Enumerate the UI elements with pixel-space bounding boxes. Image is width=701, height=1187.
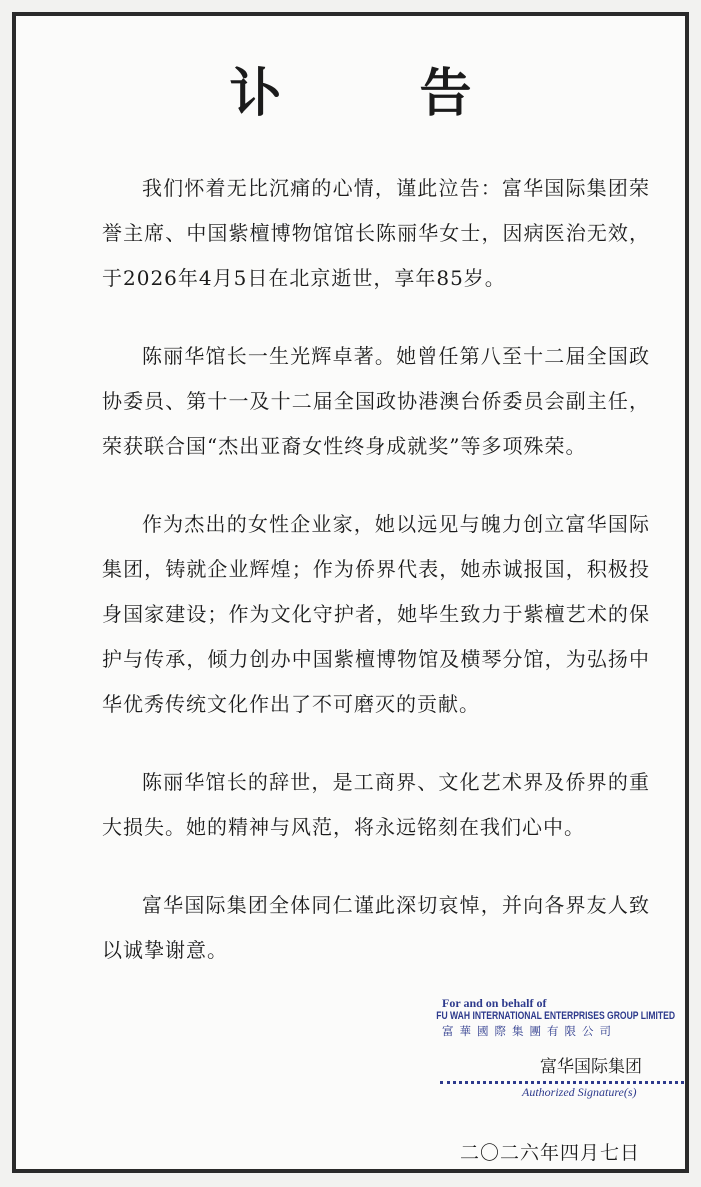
signature-dotted-line [440, 1081, 684, 1084]
document-body [102, 166, 650, 973]
paragraph-1: 我们怀着无比沉痛的心情，谨此泣告：富华国际集团荣誉主席、中国紫檀博物馆馆长陈丽华女士，因病医治无效，于2026年4月5日在北京逝世，享年85岁。 [102, 176, 650, 290]
document-date: 二〇二六年四月七日 [460, 1142, 641, 1164]
signature-company-name: 富华国际集团 [540, 1057, 642, 1077]
paragraph-5: 富华国际集团全体同仁谨此深切哀悼，并向各界友人致以诚挚谢意。 [102, 893, 650, 962]
obituary-document [12, 12, 689, 1173]
paragraph-2: 陈丽华馆长一生光辉卓著。她曾任第八至十二届全国政协委员、第十一及十二届全国政协港澳台侨委员会副主任，荣获联合国“杰出亚裔女性终身成就奖”等多项殊荣。 [102, 344, 650, 458]
stamp-on-behalf: For and on behalf of [442, 996, 547, 1010]
document-title: 讣 告 [229, 64, 532, 124]
company-chop-stamp [430, 996, 680, 1099]
authorized-signature-label: Authorized Signature(s) [522, 1085, 637, 1099]
paragraph-3: 作为杰出的女性企业家，她以远见与魄力创立富华国际集团，铸就企业辉煌；作为侨界代表，她赤诚报国，积极投身国家建设；作为文化守护者，她毕生致力于紫檀艺术的保护与传承，倾力创办中国紫檀博物馆及横琴分馆，为弘扬中华优秀传统文化作出了不可磨灭的贡献。 [102, 512, 650, 716]
stamp-company-chinese: 富華國際集團有限公司 [442, 1024, 617, 1038]
stamp-company-english: FU WAH INTERNATIONAL ENTERPRISES GROUP LIMITED [436, 1010, 676, 1022]
paragraph-4: 陈丽华馆长的辞世，是工商界、文化艺术界及侨界的重大损失。她的精神与风范，将永远铭刻在我们心中。 [102, 770, 650, 839]
